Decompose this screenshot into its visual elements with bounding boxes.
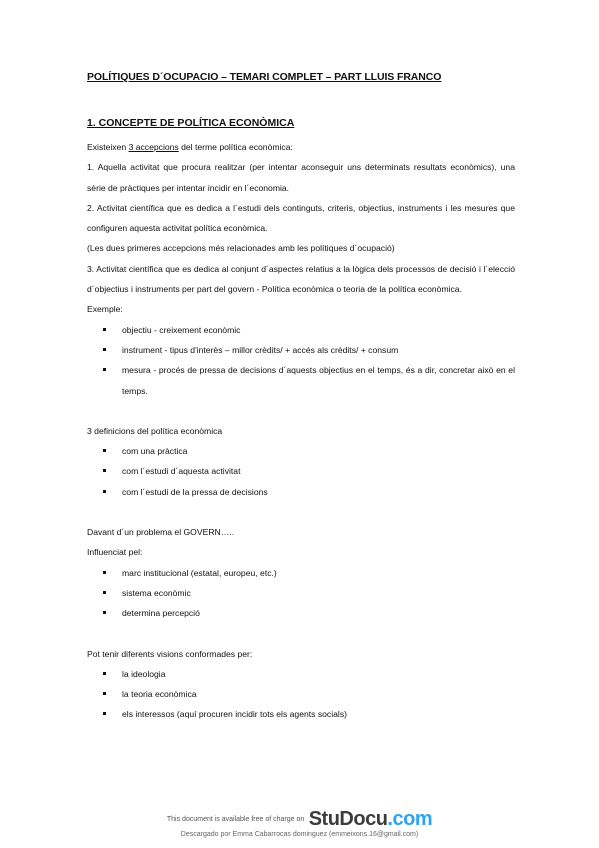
list-item-text: sistema econòmic <box>122 587 191 598</box>
list-item-text: determina percepció <box>122 608 200 619</box>
list-item-text: objectiu - creixement econòmic <box>122 324 241 335</box>
list-item <box>87 320 515 340</box>
list-item-text: els interessos (aquí procuren incidir tots els agents socials) <box>122 709 347 720</box>
list-item <box>87 603 515 623</box>
footer-availability <box>0 808 599 831</box>
bullet-icon <box>103 571 106 574</box>
list-item-text: com l´estudi d´aquesta activitat <box>122 466 241 477</box>
list-item <box>87 441 515 461</box>
list-item-text: mesura - procés de pressa de decisions d´aquests objectius en el temps, és a dir, concretar això en el temps. <box>122 365 515 396</box>
bullet-icon <box>103 490 106 493</box>
visions-label: Pot tenir diferents visions conformades per: <box>87 648 253 659</box>
list-item-text: marc institucional (estatal, europeu, etc.) <box>122 567 277 578</box>
list-item <box>87 704 515 724</box>
list-item <box>87 563 515 583</box>
example-label: Exemple: <box>87 304 123 315</box>
list-item <box>87 482 515 502</box>
definitions-list <box>87 441 515 502</box>
bullet-icon <box>103 348 106 351</box>
paragraph-3: 3. Activitat científica que es dedica al conjunt d´aspectes relatius a la lògica dels processos de decisió i l´elecció d´objectius i instruments per part del govern - Política econòmica o teoria de la política econòmica. <box>87 263 515 295</box>
document-title: POLÍTIQUES D´OCUPACIO – TEMARI COMPLET – PART LLUIS FRANCO <box>87 71 442 83</box>
list-item <box>87 664 515 684</box>
bullet-icon <box>103 328 106 331</box>
influenced-label: Influenciat pel: <box>87 547 143 558</box>
bullet-icon <box>103 712 106 715</box>
intro-pre: Existeixen <box>87 142 129 152</box>
bullet-icon <box>103 672 106 675</box>
intro-line <box>87 137 515 157</box>
intro-underlined: 3 accepcions <box>128 142 179 152</box>
spacer <box>87 502 515 522</box>
list-item-text: la teoria econòmica <box>122 689 197 700</box>
list-item-text: la ideologia <box>122 668 166 679</box>
section-heading: 1. CONCEPTE DE POLÍTICA ECONÒMICA <box>87 117 295 129</box>
list-item <box>87 684 515 704</box>
bullet-icon <box>103 611 106 614</box>
document-body <box>87 137 515 725</box>
list-item <box>87 360 515 401</box>
paragraph-2: 2. Activitat científica que es dedica a l´estudi dels continguts, criteris, objectius, instruments i les mesures que configuren aquesta activitat política econòmica. <box>87 202 515 234</box>
list-item <box>87 461 515 481</box>
example-list <box>87 320 515 401</box>
bullet-icon <box>103 368 106 371</box>
list-item <box>87 340 515 360</box>
logo-accent: .com <box>387 808 433 830</box>
spacer <box>87 401 515 421</box>
list-item-text: com una pràctica <box>122 446 188 457</box>
bullet-icon <box>103 449 106 452</box>
definitions-label: 3 definicions del política econòmica <box>87 425 223 436</box>
bullet-icon <box>103 591 106 594</box>
list-item <box>87 583 515 603</box>
visions-list <box>87 664 515 725</box>
logo-text: StuDocu <box>308 808 388 830</box>
influenced-list <box>87 563 515 624</box>
problem-label: Davant d´un problema el GOVERN….. <box>87 527 235 538</box>
list-item-text: instrument - tipus d'interès – millor crèdits/ + accés als crèdits/ + consum <box>122 344 399 355</box>
list-item-text: com l´estudi de la pressa de decisions <box>122 486 268 497</box>
bullet-icon <box>103 469 106 472</box>
availability-note: This document is available free of charge on <box>166 816 305 823</box>
paragraph-1: 1. Aquella activitat que procura realitzar (per intentar aconseguir uns determinats resultats econòmics), una sèrie de pràctiques per intentar incidir en l´economia. <box>87 162 515 193</box>
studocu-logo[interactable] <box>309 808 432 830</box>
download-note: Descargado por Emma Cabarrocas dominguez (emmeixons.16@gmail.com) <box>180 831 419 838</box>
spacer <box>87 624 515 644</box>
bullet-icon <box>103 692 106 695</box>
paragraph-note: (Les dues primeres accepcions més relacionades amb les polítiques d´ocupació) <box>87 243 395 254</box>
intro-post: del terme política econòmica: <box>178 142 293 152</box>
